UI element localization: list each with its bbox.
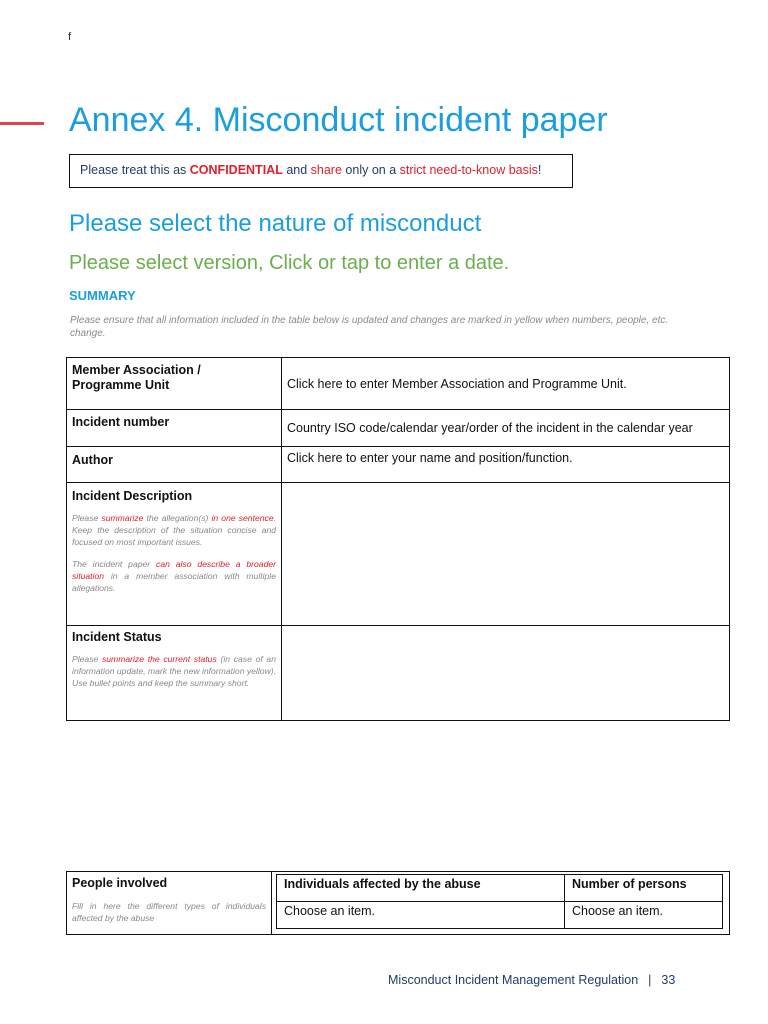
incident-description-label: Incident Description [72,489,193,503]
table-row [277,902,723,929]
version-date-field[interactable]: Please select version, Click or tap to enter a date. [69,252,510,274]
member-association-label-l1: Member Association / [72,363,201,377]
incident-description-note-1: Please summarize the allegation(s) in one sentence. Keep the description of the situation concise and focused on most important issues. [72,513,277,547]
author-value-cell[interactable] [282,447,730,483]
member-association-label-l2: Programme Unit [72,378,170,392]
confidential-text-4: ! [537,163,542,177]
footer-separator: | [648,973,652,987]
people-involved-table [66,871,730,935]
red-accent-rule [0,122,44,125]
individuals-affected-table [276,874,723,929]
confidential-text-3: only on a [341,163,400,177]
incident-description-value-cell[interactable] [282,483,730,626]
summary-heading: SUMMARY [69,288,136,303]
member-association-label-cell [67,358,282,410]
page-number: 33 [661,973,676,987]
member-association-value-cell[interactable] [282,358,730,410]
author-label: Author [72,453,113,467]
incident-status-label: Incident Status [72,630,162,644]
table-row [67,483,730,626]
incident-number-value-cell[interactable] [282,410,730,447]
table-row [277,875,723,902]
nature-of-misconduct-field[interactable]: Please select the nature of misconduct [69,210,482,237]
incident-description-label-cell [67,483,282,626]
incident-status-value-cell[interactable] [282,626,730,721]
number-of-persons-dropdown[interactable]: Choose an item. [565,902,723,929]
confidential-text-2: and [282,163,311,177]
member-association-field[interactable]: Click here to enter Member Association and Programme Unit. [287,376,627,391]
incident-number-label-cell [67,410,282,447]
summary-table [66,357,730,721]
people-involved-label-cell [67,872,272,934]
confidential-notice [69,154,573,188]
page-title: Annex 4. Misconduct incident paper [69,101,608,139]
people-involved-label: People involved [72,876,168,890]
summary-note: Please ensure that all information included in the table below is updated and changes are marked in yellow when numbers, people, etc. change. [70,315,669,339]
table-row [67,410,730,447]
number-of-persons-header: Number of persons [565,875,723,902]
confidential-keyword: CONFIDENTIAL [189,163,283,177]
table-row [67,447,730,483]
individuals-affected-header: Individuals affected by the abuse [277,875,565,902]
individuals-affected-dropdown[interactable]: Choose an item. [277,902,565,929]
table-row [67,626,730,721]
incident-status-label-cell [67,626,282,721]
incident-status-note: Please summarize the current status (in case of an information update, mark the new information yellow). Use bullet points and keep the summary short. [72,654,276,688]
table-row [67,358,730,410]
corner-mark: f [68,31,72,43]
share-keyword: share [310,163,342,177]
people-involved-note: Fill in here the different types of individuals affected by the abuse [72,901,266,923]
author-field[interactable]: Click here to enter your name and position/function. [287,451,573,465]
need-to-know-keyword: strict need-to-know basis [399,163,538,177]
footer-title: Misconduct Incident Management Regulation [388,973,639,987]
page-footer [388,973,675,987]
incident-number-label: Incident number [72,415,170,429]
author-label-cell [67,447,282,483]
incident-number-field[interactable]: Country ISO code/calendar year/order of the incident in the calendar year [287,421,693,435]
confidential-text-1: Please treat this as [80,163,190,177]
incident-description-note-2: The incident paper can also describe a broader situation in a member association with multiple allegations. [72,559,276,593]
